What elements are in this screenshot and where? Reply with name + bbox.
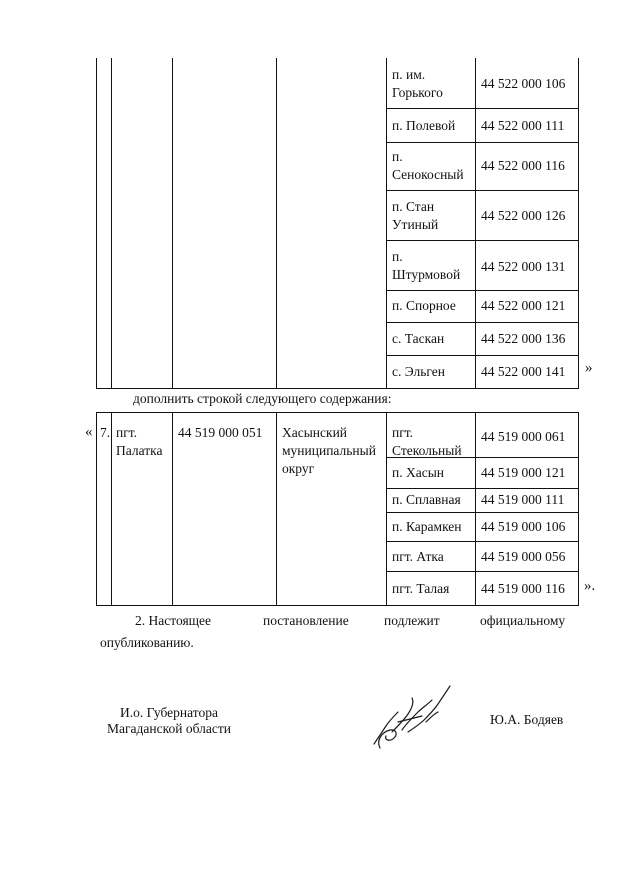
district-name: Хасынский муниципальный округ [282, 425, 376, 476]
table-cell-code: 44 522 000 141 [481, 364, 566, 379]
table-cell-settlement: п. Карамкен [392, 519, 462, 534]
table-cell-code: 44 522 000 131 [481, 259, 566, 274]
table-cell-settlement: п. Спорное [392, 298, 456, 313]
table-cell-settlement: п. Хасын [392, 465, 445, 480]
table-cell-settlement: с. Эльген [392, 364, 445, 379]
table-cell-code: 44 522 000 126 [481, 208, 566, 223]
table-cell-settlement: пгт. Талая [392, 581, 450, 596]
table-cell-code: 44 522 000 136 [481, 331, 566, 346]
table-cell-code: 44 519 000 056 [481, 549, 566, 564]
closing-quote: » [585, 360, 593, 376]
signatory-name: Ю.А. Бодяев [490, 712, 564, 727]
table-cell-code: 44 519 000 111 [481, 492, 565, 507]
table-cell-code: 44 519 000 106 [481, 519, 566, 534]
table-cell-settlement: п. Штурмовой [392, 249, 461, 282]
table-cell-settlement: с. Таскан [392, 331, 445, 346]
admin-center: пгт. Палатка [116, 425, 163, 458]
signatory-title-line2: Магаданской области [107, 721, 231, 736]
opening-quote: « [85, 424, 93, 440]
table-cell-settlement: пгт. Атка [392, 549, 444, 564]
table-cell-settlement: пгт. Стекольный [392, 425, 462, 458]
table-cell-settlement: п. Сенокосный [392, 149, 464, 182]
table-cell-settlement: п. Стан Утиный [392, 199, 439, 232]
handwritten-signature [368, 682, 454, 754]
table-cell-code: 44 519 000 121 [481, 465, 566, 480]
paragraph-word: официальному [480, 613, 566, 628]
row-number: 7. [100, 425, 111, 440]
paragraph-word: 2. Настоящее [135, 613, 212, 628]
table-cell-settlement: п. им. Горького [392, 67, 443, 100]
signatory-title-line1: И.о. Губернатора [120, 705, 219, 720]
paragraph-word: постановление [263, 613, 349, 628]
table-cell-code: 44 522 000 106 [481, 76, 566, 91]
closing-quote: ». [584, 578, 596, 594]
paragraph-line: опубликованию. [100, 635, 194, 650]
table-cell-code: 44 519 000 061 [481, 429, 566, 444]
table-cell-code: 44 522 000 111 [481, 118, 565, 133]
paragraph-word: подлежит [384, 613, 440, 628]
intro-text: дополнить строкой следующего содержания: [133, 391, 392, 406]
table-cell-code: 44 522 000 121 [481, 298, 566, 313]
table-cell-settlement: п. Сплавная [392, 492, 461, 507]
table-cell-settlement: п. Полевой [392, 118, 456, 133]
admin-center-code: 44 519 000 051 [178, 425, 263, 440]
table-cell-code: 44 519 000 116 [481, 581, 565, 596]
table-cell-code: 44 522 000 116 [481, 158, 565, 173]
